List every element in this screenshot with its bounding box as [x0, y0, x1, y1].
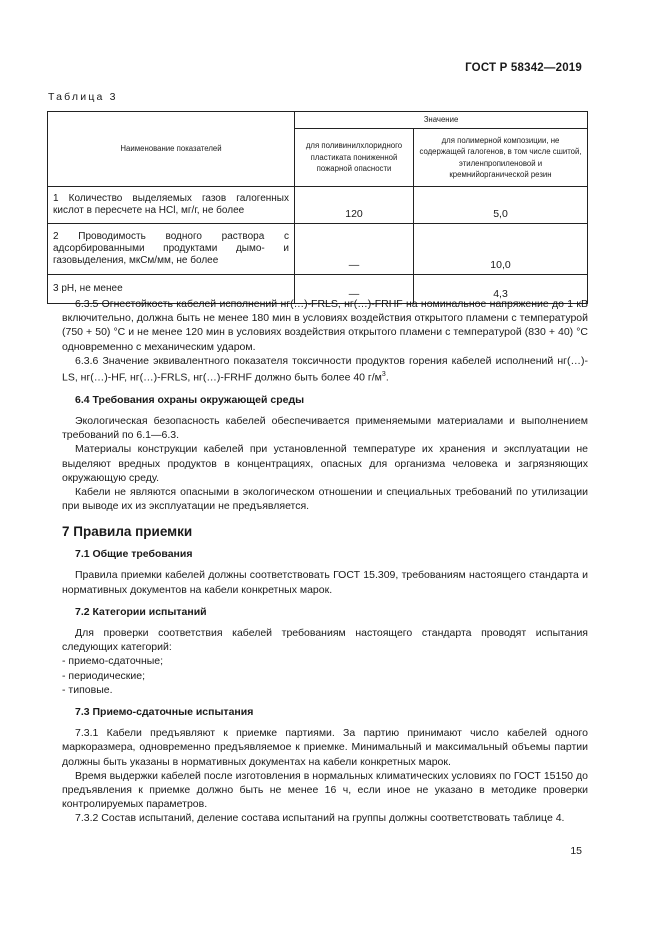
table-row: [48, 187, 588, 224]
paragraph-7-1: Правила приемки кабелей должны соответствовать ГОСТ 15.309, требованиям настоящего стандарта и нормативных документов на кабели конкретных марок.: [62, 569, 588, 596]
table-caption: Таблица 3: [48, 91, 118, 103]
body-text-block-2: [62, 525, 588, 826]
row-value-halogen-free: 5,0: [414, 187, 588, 224]
paragraph-6-3-5: 6.3.5 Огнестойкость кабелей исполнений нг(…)-FRLS, нг(…)-FRHF на номинальное напряжение до 1 кВ включительно, должна быть не менее 180 мин в условиях воздействия открытого пламени с температурой (750 + 50) °С и не менее 120 мин в условиях воздействия открытого пламени с температурой (830 + 40) °С одновременно с механическим ударом.: [62, 298, 588, 353]
paragraph-7-3-1: 7.3.1 Кабели предъявляют к приемке партиями. За партию принимают число кабелей одного маркоразмера, одновременно предъявляемое к приемке. Минимальный и максимальный объемы партии должны быть указаны в нормативных документах на кабели конкретных марок.: [62, 727, 588, 768]
page-number: 15: [570, 845, 582, 857]
header-col-pvc: для поливинилхлоридного пластиката пониженной пожарной опасности: [295, 129, 414, 187]
row-value-pvc: —: [295, 275, 414, 304]
standard-code: ГОСТ Р 58342—2019: [465, 62, 582, 74]
table-3: [47, 111, 588, 304]
row-value-halogen-free: 4,3: [414, 275, 588, 304]
section-7-2-title: 7.2 Категории испытаний: [75, 605, 207, 618]
section-7-3-title: 7.3 Приемо-сдаточные испытания: [75, 706, 254, 719]
list-item: - периодические;: [62, 669, 146, 682]
paragraph-6-3-6: 6.3.6 Значение эквивалентного показателя токсичности продуктов горения кабелей исполнений нг(…)-LS, нг(…)-HF, нг(…)-FRLS, нг(…)-FRHF должно быть более 40 $г/м^3$.: [62, 354, 588, 384]
row-value-pvc: 120: [295, 187, 414, 224]
chapter-7-title: 7 Правила приемки: [62, 524, 193, 539]
row-name: 2 Проводимость водного раствора с адсорбированными продуктами дымо- и газовыделения, мкСм/мм, не более: [48, 224, 295, 275]
list-item: - типовые.: [62, 683, 113, 696]
section-6-4-title: 6.4 Требования охраны окружающей среды: [75, 393, 305, 406]
table-row: [48, 224, 588, 275]
paragraph-6-4-2: Материалы конструкции кабелей при установленной температуре их хранения и эксплуатации не выделяют вредных продуктов в концентрациях, опасных для организма человека и загрязняющих окружающую среду.: [62, 443, 588, 484]
list-item: - приемо-сдаточные;: [62, 655, 164, 668]
header-col-halogen-free: для полимерной композиции, не содержащей галогенов, в том числе сшитой, этиленпропиленовой и кремнийорганической резин: [414, 129, 588, 187]
paragraph-7-3-2: 7.3.2 Состав испытаний, деление состава испытаний на группы должны соответствовать таблице 4.: [75, 812, 565, 825]
body-text-block-1: [62, 297, 588, 513]
section-7-1-title: 7.1 Общие требования: [75, 548, 193, 561]
paragraph-6-4-3: Кабели не являются опасными в экологическом отношении и специальных требований по утилизации при выводе их из эксплуатации не предъявляется.: [62, 485, 588, 513]
row-name: 3 рН, не менее: [48, 275, 295, 304]
header-indicator-name: Наименование показателей: [48, 112, 295, 187]
paragraph-6-4-1: Экологическая безопасность кабелей обеспечивается применяемыми материалами и выполнением требований по 6.1—6.3.: [62, 414, 588, 442]
row-name: 1 Количество выделяемых газов галогенных кислот в пересчете на HCl, мг/г, не более: [48, 187, 295, 224]
row-value-halogen-free: 10,0: [414, 224, 588, 275]
paragraph-7-2: Для проверки соответствия кабелей требованиям настоящего стандарта проводят испытания следующих категорий:: [62, 627, 588, 654]
paragraph-7-3-1-b: Время выдержки кабелей после изготовления в нормальных климатических условиях по ГОСТ 15150 до предъявления к приемке должно быть не менее 16 ч, если иное не указано в методике проверки контролируемых параметров.: [62, 769, 588, 811]
header-value: Значение: [295, 112, 588, 129]
row-value-pvc: —: [295, 224, 414, 275]
